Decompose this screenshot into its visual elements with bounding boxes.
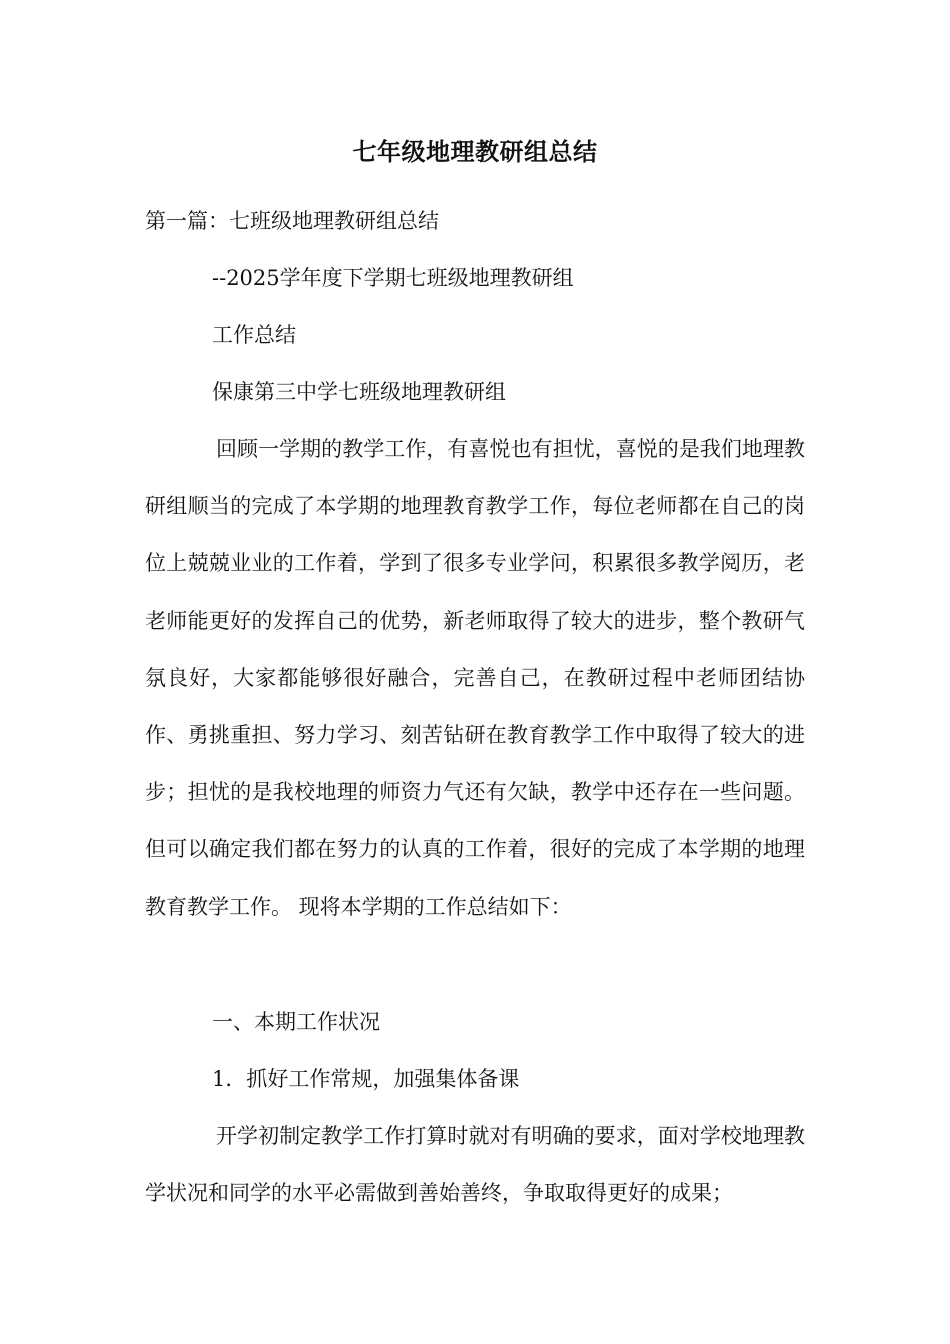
article-subtitle-line2: 工作总结 — [212, 323, 296, 347]
section-heading-1: 一、本期工作状况 — [212, 1010, 380, 1034]
school-name: 保康第三中学七班级地理教研组 — [212, 380, 506, 404]
article-heading: 第一篇：七班级地理教研组总结 — [145, 209, 439, 233]
body-paragraph-2: 开学初制定教学工作打算时就对有明确的要求，面对学校地理教学状况和同学的水平必需做到善始善终，争取取得更好的成果； — [145, 1124, 805, 1206]
article-subtitle: --2025学年度下学期七班级地理教研组 — [212, 266, 574, 290]
body-paragraph-1: 回顾一学期的教学工作，有喜悦也有担忧，喜悦的是我们地理教研组顺当的完成了本学期的地理教育教学工作，每位老师都在自己的岗位上兢兢业业的工作着，学到了很多专业学问，积累很多教学阅历，老老师能更好的发挥自己的优势，新老师取得了较大的进步，整个教研气氛良好，大家都能够很好融合，完善自己，在教研过程中老师团结协作、勇挑重担、努力学习、刻苦钻研在教育教学工作中取得了较大的进步；担忧的是我校地理的师资力气还有欠缺，教学中还存在一些问题。但可以确定我们都在努力的认真的工作着，很好的完成了本学期的地理教育教学工作。 现将本学期的工作总结如下： — [145, 437, 805, 919]
subsection-heading-1: 1．抓好工作常规，加强集体备课 — [212, 1067, 520, 1091]
document-title: 七年级地理教研组总结 — [352, 137, 598, 166]
